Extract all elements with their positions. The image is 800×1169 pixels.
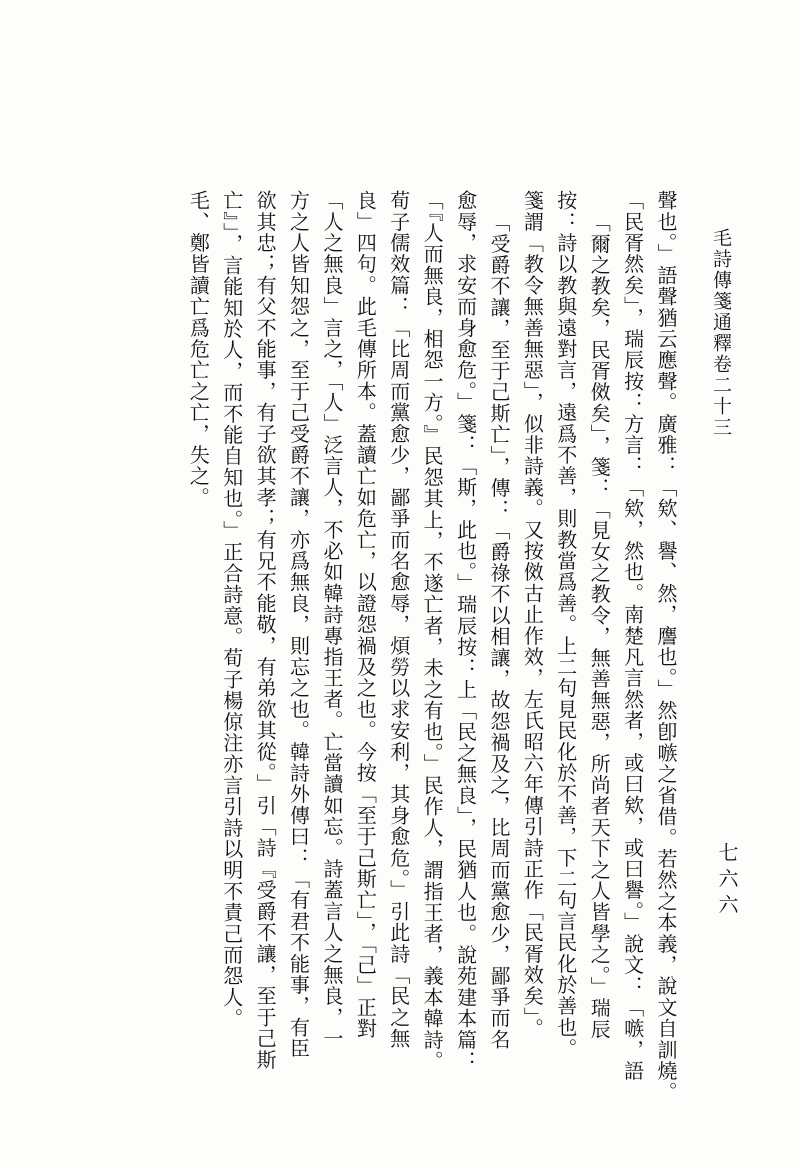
text-line: 「受爵不讓，至于己斯亡」，傳：「爵祿不以相讓，故怨禍及之，比周而黨愈少，鄙爭而名 bbox=[486, 212, 511, 1050]
text-line: 按：詩以教與遠對言，遠爲不善，則教當爲善。上二句見民化於不善，下二句言民化於善也。 bbox=[553, 190, 578, 1060]
text-line: 「爾之教矣，民胥傚矣」，箋：「見女之教令，無善無惡，所尚者天下之人皆學之。」瑞辰 bbox=[587, 212, 612, 1040]
page-number: 七六六 bbox=[715, 842, 739, 920]
text-line: 毛、鄭皆讀亡爲危亡之亡，失之。 bbox=[186, 190, 211, 508]
text-line: 「民胥然矣」，瑞辰按：方言：「欸，然也。南楚凡言然者，或曰欸，或曰譽。」說文：「嗾，語 bbox=[620, 190, 645, 1082]
text-line: 箋謂「教令無善無惡」，似非詩義。又按傚古止作效，左氏昭六年傳引詩正作「民胥效矣」。 bbox=[520, 190, 545, 1040]
text-line: 方之人皆知怨之，至于己受爵不讓，亦爲無良，則忘之也。韓詩外傳曰：「有君不能事，有臣 bbox=[286, 190, 311, 1060]
text-line: 亡』」，言能知於人，而不能自知也。」正合詩意。荀子楊倞注亦言引詩以明不責己而怨人。 bbox=[219, 190, 244, 1030]
text-line: 聲也。」語聲猶云應聲。廣雅：「欸、譽、然，譍也。」然卽嗾之省借。若然之本義，說文自訓燒。 bbox=[654, 190, 678, 1103]
text-line: 「人之無良」言之，「人」泛言人，不必如韓詩專指王者。亡當讀如忘。詩蓋言人之無良，一 bbox=[319, 190, 344, 1050]
text-line: 欲其忠；有父不能事，有子欲其孝；有兄不能敬，有弟欲其從。」引「詩『受爵不讓，至于己斯 bbox=[253, 190, 278, 1071]
text-line: 荀子儒效篇：「比周而黨愈少，鄙爭而名愈辱，煩勞以求安利，其身愈危。」引此詩「民之無 bbox=[386, 190, 411, 1050]
text-line: 「『人而無良，相怨一方。』民怨其上，不遂亡者，未之有也。」民作人，謂指王者，義本韓詩。 bbox=[420, 190, 445, 1072]
text-line: 良」四句。此毛傳所本。蓋讀亡如危亡，以證怨禍及之也。今按「至于己斯亡」，「己」正對 bbox=[353, 190, 378, 1040]
text-line: 愈辱，求安而身愈危。」箋：「斯，此也。」瑞辰按：上「民之無良」，民猶人也。說苑建本篇： bbox=[453, 190, 478, 1072]
body-text bbox=[2, 190, 682, 1150]
running-header: 毛詩傳箋通釋卷二十三 bbox=[710, 228, 732, 438]
